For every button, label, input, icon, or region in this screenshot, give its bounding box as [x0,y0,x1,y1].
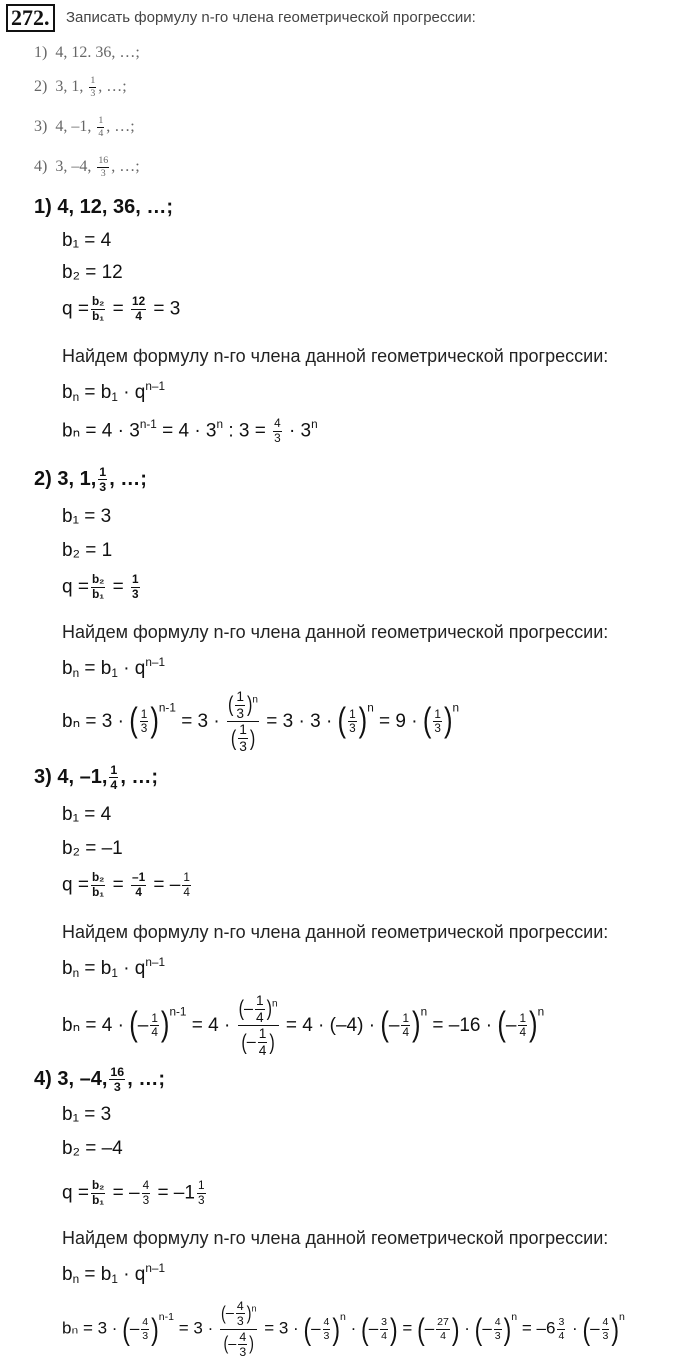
solution-2-final: bₙ = 3 · ( $\frac{1}{3}$ )$^{n-1}$ = 3 · ( $\frac{1}{3}$ )$^n$ ( $\frac{1}{3}$ ) = 3 · 3 · ( $\frac{1}{3}$ )$^n$ = 9 · ( $\frac{1}{3}$ )$^n$ [62,689,460,755]
solution-2-q: q = $\frac{\text{b₂}}{\text{b₁}}$ = $\frac{1}{3}$ [62,573,139,601]
solution-2-b1: b₁ = 3 [62,506,112,527]
solution-1-q: q = $\frac{\text{b₂}}{\text{b₁}}$ = $\frac{12}{4}$ = 3 [62,295,181,323]
solution-4-note: Найдем формулу n-го члена данной геометрической прогрессии: [62,1228,609,1248]
fraction: $\frac{16}{3}$ [98,155,109,179]
solution-3-b1: b₁ = 4 [62,804,112,825]
condition-2: 2) 3, 1, $\frac{1}{3}$ , …; [34,75,127,99]
condition-4: 4) 3, –4, $\frac{16}{3}$ , …; [34,155,140,179]
fraction: $\frac{1}{3}$ [90,75,96,99]
solution-1-heading: 1) 4, 12, 36, …; [34,196,173,218]
solution-3-heading: 3) 4, –1, $\frac{1}{4}$ , …; [34,763,159,793]
solution-2-b2: b₂ = 1 [62,540,113,561]
solution-3-b2: b₂ = –1 [62,838,123,859]
task-statement: Записать формулу n-го члена геометрической прогрессии: [66,9,476,26]
solution-4-b1: b₁ = 3 [62,1104,112,1125]
solution-4-heading: 4) 3, –4, $\frac{16}{3}$ , …; [34,1065,165,1095]
condition-3: 3) 4, –1, $\frac{1}{4}$ , …; [34,115,135,139]
solution-2-general: $b_n = b_1 \cdot q^{n-1}$ [62,656,166,681]
task-number: 272. [6,4,55,32]
fraction: $\frac{1}{4}$ [98,115,104,139]
solution-3-note: Найдем формулу n-го члена данной геометрической прогрессии: [62,922,609,942]
solution-2-note: Найдем формулу n-го члена данной геометрической прогрессии: [62,622,609,642]
solution-4-q: q = $\frac{\text{b₂}}{\text{b₁}}$ = – $\frac{4}{3}$ = –1 $\frac{1}{3}$ [62,1179,205,1207]
solution-1-final: $b_n = 4 \cdot 3^{n-1} = 4 \cdot 3^n$ : 3 = $\frac{4}{3}$ · $3^n$ [62,417,318,445]
solution-3-q: q = $\frac{\text{b₂}}{\text{b₁}}$ = $\frac{-1}{4}$ = – $\frac{1}{4}$ [62,871,190,899]
solution-1-general: $b_n = b_1 \cdot q^{n-1}$ [62,380,166,405]
solution-1-note: Найдем формулу n-го члена данной геометрической прогрессии: [62,346,609,366]
solution-3-final: bₙ = 4 · (– $\frac{1}{4}$ )$^{n-1}$ = 4 · (– $\frac{1}{4}$ )$^n$ (– $\frac{1}{4}$ ) = 4 · (–4) · (– $\frac{1}{4}$ )$^n$ = –16 · (– $\frac{1}{4}$ )$^n$ [62,993,545,1059]
solution-4-b2: b₂ = –4 [62,1138,123,1159]
solution-1-b1: b₁ = 4 [62,230,112,251]
solution-4-final: bₙ = 3 · (– $\frac{4}{3}$ )$^{n-1}$ = 3 · (– $\frac{4}{3}$ )$^n$ (– $\frac{4}{3}$ ) = 3 · (– $\frac{4}{3}$ )$^n$ · (– $\frac{3}{4}$ ) = (– $\frac{27}{4}$ ) · (– $\frac{4}{3}$ )$^n$ = –6 $\frac{3}{4}$ · (– $\frac{4}{3}$ )$^n$ [62,1299,625,1359]
solution-4-general: $b_n = b_1 \cdot q^{n-1}$ [62,1262,166,1287]
solution-1-b2: b₂ = 12 [62,262,123,283]
solution-2-heading: 2) 3, 1, $\frac{1}{3}$ , …; [34,465,147,495]
condition-1: 1) 4, 12. 36, …; [34,44,140,61]
solution-3-general: $b_n = b_1 \cdot q^{n-1}$ [62,956,166,981]
